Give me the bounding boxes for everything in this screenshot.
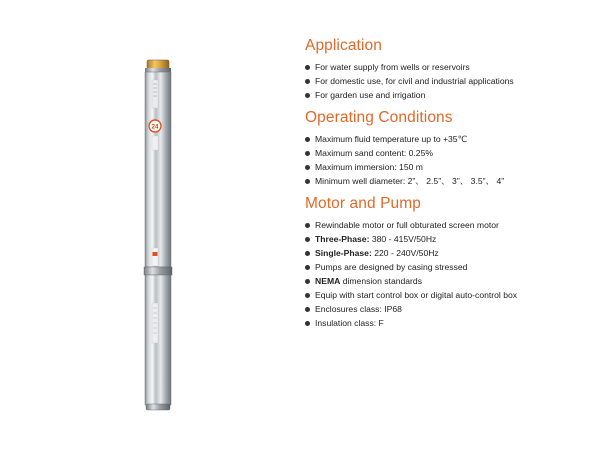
bullet-icon [305,293,310,298]
svg-text:24: 24 [151,124,159,131]
bullet-icon [305,79,310,84]
bullet-icon [305,65,310,70]
bullet-icon [305,251,310,256]
list-item: For domestic use, for civil and industrial applications [305,74,595,88]
list-item: Equip with start control box or digital auto-control box [305,288,595,302]
motor-and-pump-section [305,194,595,330]
section-heading: Application [305,37,382,54]
bullet-icon [305,223,310,228]
list-item: Minimum well diameter: 2”、 2.5”、 3”、 3.5”、 4” [305,174,595,188]
bullet-icon [305,179,310,184]
operating-conditions-section [305,108,595,188]
bullet-icon [305,279,310,284]
section-heading: Operating Conditions [305,109,453,126]
bullet-icon [305,93,310,98]
bullet-icon [305,165,310,170]
bullet-icon [305,265,310,270]
bullet-icon [305,307,310,312]
submersible-pump-icon [128,58,188,418]
list-item: Insulation class: F [305,316,595,330]
operating-conditions-list [305,132,595,188]
list-item: For garden use and irrigation [305,88,595,102]
list-item: Maximum immersion: 150 m [305,160,595,174]
list-item: Three-Phase: 380 - 415V/50Hz [305,232,595,246]
bullet-icon [305,151,310,156]
list-item: Single-Phase: 220 - 240V/50Hz [305,246,595,260]
list-item: Rewindable motor or full obturated screen motor [305,218,595,232]
list-item: NEMA dimension standards [305,274,595,288]
application-list [305,60,595,102]
section-heading: Motor and Pump [305,195,421,212]
bullet-icon [305,237,310,242]
motor-and-pump-list [305,218,595,330]
list-item: Enclosures class: IP68 [305,302,595,316]
list-item: Maximum sand content: 0.25% [305,146,595,160]
list-item: For water supply from wells or reservoirs [305,60,595,74]
application-section [305,36,595,102]
pump-image [128,58,188,418]
list-item: Maximum fluid temperature up to +35℃ [305,132,595,146]
bullet-icon [305,137,310,142]
bullet-icon [305,321,310,326]
specifications-panel [305,36,595,330]
list-item: Pumps are designed by casing stressed [305,260,595,274]
